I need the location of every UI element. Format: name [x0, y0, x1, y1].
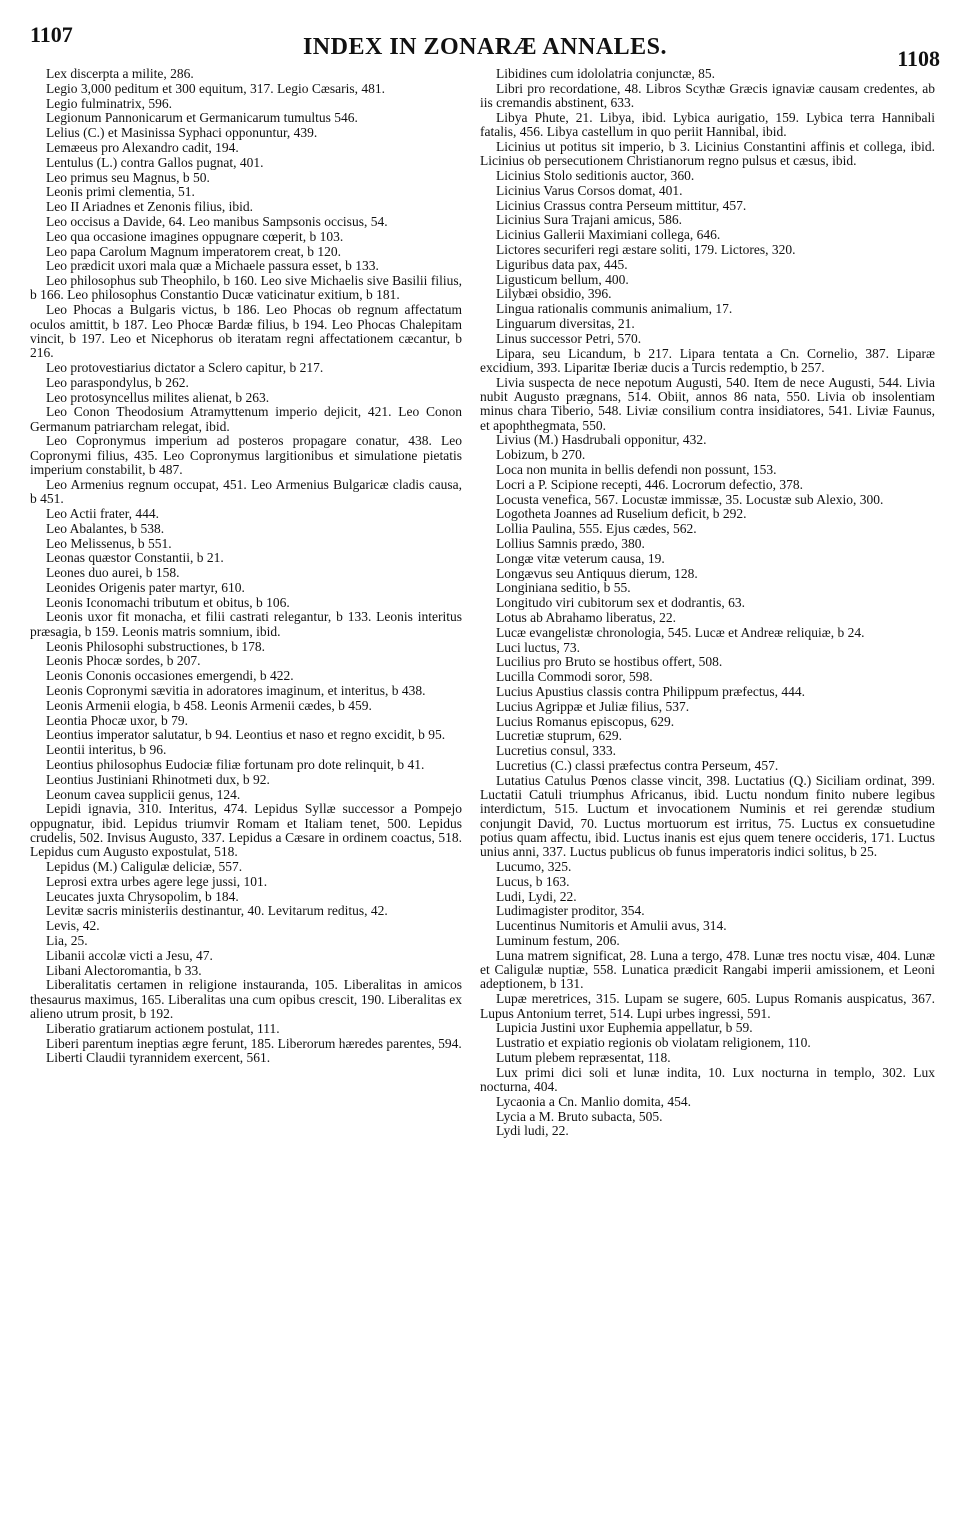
- index-entry: Lucilius pro Bruto se hostibus offert, 508.: [496, 654, 723, 670]
- index-entry: Liberatio gratiarum actionem postulat, 111.: [46, 1020, 280, 1036]
- right-column: [480, 67, 935, 1139]
- index-entry: Lucius Romanus episcopus, 629.: [496, 713, 675, 729]
- index-entry: Longitudo viri cubitorum sex et dodrantis, 63.: [496, 595, 745, 611]
- index-entry: Leo Abalantes, b 538.: [46, 520, 165, 536]
- index-entry: Leo Actii frater, 444.: [46, 505, 160, 521]
- index-entry: Leo Melissenus, b 551.: [46, 535, 172, 551]
- index-entry: Lentulus (L.) contra Gallos pugnat, 401.: [46, 154, 264, 170]
- index-entry: Leo philosophus sub Theophilo, b 160. Leo sive Michaelis sive Basilii filius, b 166. Leo philosophus Constantio Ducæ vaticinatur exitium, b 181.: [30, 273, 462, 303]
- index-entry: Licinius Sura Trajani amicus, 586.: [496, 212, 682, 228]
- index-entry: Leontia Phocæ uxor, b 79.: [46, 712, 188, 728]
- index-entry: Ludimagister proditor, 354.: [496, 903, 645, 919]
- index-entry: Lotus ab Abrahamo liberatus, 22.: [496, 609, 676, 625]
- index-entry: Lepidi ignavia, 310. Interitus, 474. Lepidus Syllæ successor a Pompejo oppugnatur, ibid. Lepidus triumvir Romam et Italiam tenet, 500. Lepidus crudelis, 502. Invisus Augusto, 337. Lepidus a Cæsare in ordinem coactus, 518. Lepidus cum Augusto expostulat, 518.: [30, 801, 462, 860]
- index-entry: Leo papa Carolum Magnum imperatorem creat, b 120.: [46, 243, 342, 259]
- index-entry: Lycaonia a Cn. Manlio domita, 454.: [496, 1093, 691, 1109]
- index-entry: Longævus seu Antiquus dierum, 128.: [496, 565, 698, 581]
- index-entry: Longæ vitæ veterum causa, 19.: [496, 550, 665, 566]
- left-column: [30, 67, 462, 1066]
- index-entry: Lipara, seu Licandum, b 217. Lipara tentata a Cn. Cornelio, 387. Liparæ excidium, 393. Liparitæ Iberiæ ducis a Turcis redemptio, b 257.: [480, 345, 935, 375]
- index-entry: Leonis Cononis occasiones emergendi, b 422.: [46, 668, 294, 684]
- index-entry: Liguribus data pax, 445.: [496, 256, 628, 272]
- index-entry: Lucumo, 325.: [496, 859, 572, 875]
- index-entry: Leo qua occasione imagines oppugnare cœperit, b 103.: [46, 228, 344, 244]
- index-entry: Licinius Varus Corsos domat, 401.: [496, 182, 683, 198]
- index-entry: Liberalitatis certamen in religione instauranda, 105. Liberalitas in amicos thesaurus maximus, 165. Liberalitas una cum opibus crescit, 190. Liberalitas ex alieno utrum prosit, b 192.: [30, 977, 462, 1021]
- index-entry: Leprosi extra urbes agere lege jussi, 101.: [46, 873, 268, 889]
- index-entry: Libanii accolæ victi a Jesu, 47.: [46, 947, 213, 963]
- index-entry: Lex discerpta a milite, 286.: [46, 66, 194, 81]
- index-entry: Leontius philosophus Eudociæ filiæ fortunam pro dote relinquit, b 41.: [46, 756, 425, 772]
- index-entry: Licinius ut potitus sit imperio, b 3. Licinius Constantini affinis et collega, ibid. Licinius ob persecutionem Christianorum regno pulsus et cæsus, ibid.: [480, 138, 935, 169]
- index-entry: Lobizum, b 270.: [496, 447, 586, 463]
- index-entry: Lucilla Commodi soror, 598.: [496, 669, 653, 685]
- index-entry: Leo primus seu Magnus, b 50.: [46, 169, 210, 185]
- index-entry: Leonis Philosophi substructiones, b 178.: [46, 638, 265, 654]
- index-entry: Lilybæi obsidio, 396.: [496, 286, 612, 302]
- index-entry: Lia, 25.: [46, 933, 88, 949]
- index-entry: Lycia a M. Bruto subacta, 505.: [496, 1108, 663, 1124]
- index-entry: Loca non munita in bellis defendi non possunt, 153.: [496, 462, 777, 478]
- index-entry: Leo prædicit uxori mala quæ a Michaele passura esset, b 133.: [46, 258, 379, 274]
- index-entry: Lollia Paulina, 555. Ejus cædes, 562.: [496, 521, 697, 537]
- page-number-left: 1107: [30, 22, 73, 47]
- index-entry: Leo paraspondylus, b 262.: [46, 374, 189, 390]
- index-entry: Leones duo aurei, b 158.: [46, 565, 180, 581]
- index-entry: Liberi parentum ineptias ægre ferunt, 185. Liberorum hæredes parentes, 594.: [46, 1035, 462, 1051]
- index-entry: Licinius Crassus contra Perseum mittitur, 457.: [496, 197, 747, 213]
- index-entry: Lustratio et expiatio regionis ob violatam religionem, 110.: [496, 1035, 811, 1051]
- index-entry: Leo Copronymus imperium ad posteros propagare conatur, 438. Leo Copronymi filius, 435. Leo Copronymus largitionibus et simulatione pietatis imperium constabilit, b 487.: [30, 433, 462, 478]
- index-entry: Leonis Copronymi sævitia in adoratores imaginum, et interitus, b 438.: [46, 682, 426, 698]
- index-entry: Licinius Gallerii Maximiani collega, 646.: [496, 227, 721, 243]
- index-entry: Lupæ meretrices, 315. Lupam se sugere, 605. Lupus Romanis auspicatus, 367. Lupus Antonium terret, 514. Lupi urbes ingressi, 591.: [480, 991, 935, 1021]
- index-entry: Leo occisus a Davide, 64. Leo manibus Sampsonis occisus, 54.: [46, 213, 388, 229]
- index-entry: Lucretius (C.) classi præfectus contra Perseum, 457.: [496, 757, 779, 773]
- index-entry: Legio fulminatrix, 596.: [46, 95, 172, 111]
- index-entry: Locri a P. Scipione recepti, 446. Locrorum defectio, 378.: [496, 476, 804, 492]
- index-entry: Luna matrem significat, 28. Luna a tergo, 478. Lunæ tres noctu visæ, 404. Lunæ et Caligulæ nuptiæ, 558. Lunatica prædicit Rangabi imperii amissionem, et Leoni adeptionem, b 131.: [480, 947, 935, 992]
- index-entry: Luci luctus, 73.: [496, 639, 580, 655]
- index-entry: Lucus, b 163.: [496, 873, 570, 889]
- index-entry: Lingua rationalis communis animalium, 17.: [496, 301, 733, 317]
- index-entry: Leonis Armenii elogia, b 458. Leonis Armenii cædes, b 459.: [46, 697, 372, 713]
- index-entry: Linguarum diversitas, 21.: [496, 316, 635, 332]
- index-entry: Ligusticum bellum, 400.: [496, 271, 629, 287]
- index-entry: Leonis primi clementia, 51.: [46, 184, 195, 200]
- index-entry: Leontius Justiniani Rhinotmeti dux, b 92.: [46, 771, 270, 787]
- index-entry: Leo II Ariadnes et Zenonis filius, ibid.: [46, 199, 253, 215]
- index-entry: Lupicia Justini uxor Euphemia appellatur, b 59.: [496, 1020, 753, 1036]
- index-entry: Linus successor Petri, 570.: [496, 330, 642, 346]
- index-entry: Libidines cum idololatria conjunctæ, 85.: [496, 66, 715, 81]
- index-entry: Leo protosyncellus milites alienat, b 263.: [46, 389, 270, 405]
- index-entry: Leonis Phocæ sordes, b 207.: [46, 653, 201, 669]
- index-entry: Leo Conon Theodosium Atramyttenum imperio dejicit, 421. Leo Conon Germanum patriarcham relegat, ibid.: [30, 404, 462, 434]
- index-entry: Levitæ sacris ministeriis destinantur, 40. Levitarum reditus, 42.: [46, 903, 388, 919]
- index-entry: Lictores securiferi regi æstare soliti, 179. Lictores, 320.: [496, 242, 796, 258]
- page-header: [30, 22, 940, 71]
- index-entry: Libya Phute, 21. Libya, ibid. Lybica aurigatio, 159. Lybica terra Hannibali fatalis, 456. Libya castellum in quo periit Hannibal, ibid.: [480, 109, 935, 140]
- index-entry: Leo Armenius regnum occupat, 451. Leo Armenius Bulgaricæ cladis causa, b 451.: [30, 476, 462, 507]
- index-entry: Lutum plebem repræsentat, 118.: [496, 1049, 671, 1065]
- index-entry: Lucius Agrippæ et Juliæ filius, 537.: [496, 698, 690, 714]
- index-entry: Longiniana seditio, b 55.: [496, 580, 631, 596]
- index-entry: Leontii interitus, b 96.: [46, 742, 167, 758]
- index-entry: Lucretiæ stuprum, 629.: [496, 728, 622, 744]
- index-entry: Licinius Stolo seditionis auctor, 360.: [496, 168, 695, 184]
- index-entry: Leonum cavea supplicii genus, 124.: [46, 786, 241, 802]
- index-entry: Leo Phocas a Bulgaris victus, b 186. Leo Phocas ob regnum affectatum oculos amittit, b 187. Leo Phocæ Bardæ filius, b 194. Leo Phocas Chalepitam vincit, b 197. Leo et Nicephorus ob iteratam regni affectationem cæcantur, b 216.: [30, 302, 462, 361]
- page-title: INDEX IN ZONARÆ ANNALES.: [302, 34, 668, 60]
- index-entry: Lucæ evangelistæ chronologia, 545. Lucæ et Andreæ reliquiæ, b 24.: [496, 624, 865, 640]
- index-entry: Livia suspecta de nece nepotum Augusti, 540. Item de nece Augusti, 544. Livia nubit Augusto prægnans, 514. Obiit, annos 86 nata, 550. Livia ob insolentiam minus chara Tiberio, 548. Liviæ consilium contra insidiatores, 541. Liviæ Faunus, et apophthegmata, 550.: [480, 374, 935, 433]
- index-entry: Liberti Claudii tyrannidem exercent, 561.: [46, 1050, 271, 1066]
- index-entry: Lucius Apustius classis contra Philippum præfectus, 444.: [496, 683, 805, 699]
- index-entry: Libani Alectoromantia, b 33.: [46, 962, 202, 978]
- index-entry: Legionum Pannonicarum et Germanicarum tumultus 546.: [46, 110, 358, 126]
- index-entry: Libri pro recordatione, 48. Libros Scythæ Græcis ignaviæ causam credentes, ab iis cremandis abstinent, 633.: [480, 80, 935, 111]
- index-entry: Lollius Samnis prædo, 380.: [496, 536, 645, 551]
- index-entry: Logotheta Joannes ad Ruselium deficit, b 292.: [496, 506, 747, 522]
- index-entry: Lelius (C.) et Masinissa Syphaci opponuntur, 439.: [46, 125, 318, 141]
- index-entry: Leucates juxta Chrysopolim, b 184.: [46, 888, 239, 904]
- index-entry: Livius (M.) Hasdrubali opponitur, 432.: [496, 432, 707, 448]
- index-entry: Lydi ludi, 22.: [496, 1123, 569, 1139]
- index-entry: Lemæeus pro Alexandro cadit, 194.: [46, 139, 239, 155]
- index-entry: Lucentinus Numitoris et Amulii avus, 314.: [496, 918, 727, 934]
- index-entry: Levis, 42.: [46, 918, 100, 934]
- index-entry: Leo protovestiarius dictator a Sclero capitur, b 217.: [46, 359, 324, 375]
- index-entry: Leonas quæstor Constantii, b 21.: [46, 550, 224, 566]
- index-entry: Luminum festum, 206.: [496, 933, 620, 949]
- index-entry: Lutatius Catulus Pœnos classe vincit, 398. Luctatius (Q.) Siciliam ordinat, 399. Luctatii Catuli triumphus Africanus, ibid. Luctu nondum finito nubere legibus interdictum, 515. Luctum et invocationem Numinis et rei gerendæ studium conjungit David, 70. Luctus mortuorum est irritus, 75. Luctus ex consuetudine potius quam affectu, ibid. Luctus inanis est ejus quem tenere occideris, 171. Luctus unius anni, 337. Luctus publicus ob funus imperatoris indici solitus, b 25.: [480, 772, 935, 860]
- index-entry: Lepidus (M.) Caligulæ deliciæ, 557.: [46, 859, 243, 875]
- index-entry: Leontius imperator salutatur, b 94. Leontius et naso et regno excidit, b 95.: [46, 727, 446, 743]
- index-entry: Ludi, Lydi, 22.: [496, 888, 577, 904]
- index-entry: Lucretius consul, 333.: [496, 743, 616, 759]
- index-entry: Legio 3,000 peditum et 300 equitum, 317. Legio Cæsaris, 481.: [46, 80, 385, 96]
- page-number-right: 1108: [897, 46, 940, 71]
- index-entry: Leonis uxor fit monacha, et filii castrati relegantur, b 133. Leonis interitus præsagia, b 159. Leonis matris somnium, ibid.: [30, 609, 462, 639]
- index-entry: Lux primi dici soli et lunæ indita, 10. Lux nocturna in templo, 302. Lux nocturna, 404.: [480, 1064, 935, 1094]
- index-entry: Leonides Origenis pater martyr, 610.: [46, 579, 245, 595]
- index-entry: Locusta venefica, 567. Locustæ immissæ, 35. Locustæ sub Alexio, 300.: [496, 491, 884, 507]
- index-entry: Leonis Iconomachi tributum et obitus, b 106.: [46, 594, 290, 610]
